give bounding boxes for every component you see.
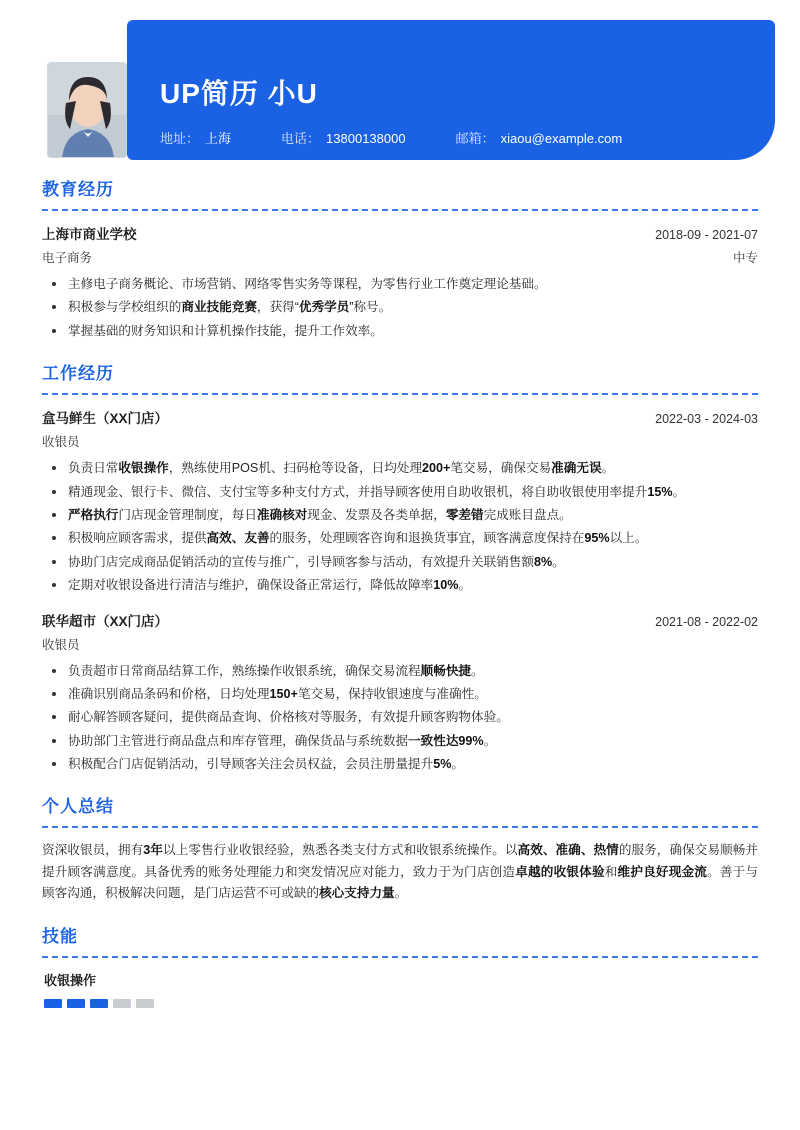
list-item: 协助门店完成商品促销活动的宣传与推广，引导顾客参与活动，有效提升关联销售额8%。 (42, 552, 758, 572)
skill-level-segment (90, 999, 108, 1008)
contact-info (160, 128, 622, 147)
section-summary (42, 792, 758, 903)
contact-address: 地址： 上海 (160, 131, 232, 146)
list-item: 积极配合门店促销活动，引导顾客关注会员权益，会员注册量提升5%。 (42, 754, 758, 774)
list-item: 积极响应顾客需求，提供高效、友善的服务，处理顾客咨询和退换货事宜，顾客满意度保持在95%以上。 (42, 528, 758, 548)
education-date: 2018-09 - 2021-07 (655, 228, 758, 242)
work-date: 2022-03 - 2024-03 (655, 412, 758, 427)
work-date: 2021-08 - 2022-02 (655, 614, 758, 629)
list-item: 准确识别商品条码和价格，日均处理150+笔交易，保持收银速度与准确性。 (42, 684, 758, 704)
list-item: 负责超市日常商品结算工作，熟练操作收银系统，确保交易流程顺畅快捷。 (42, 661, 758, 681)
section-title-education: 教育经历 (42, 180, 114, 199)
contact-phone: 电话： 13800138000 (281, 131, 406, 146)
education-school: 上海市商业学校 (42, 227, 137, 242)
list-item: 掌握基础的财务知识和计算机操作技能，提升工作效率。 (42, 321, 758, 341)
section-skills (42, 922, 758, 1008)
work-position: 收银员 (42, 435, 80, 450)
education-degree: 中专 (732, 251, 758, 265)
resume-body (0, 175, 800, 1008)
work-bullets (42, 661, 758, 775)
section-divider (42, 209, 758, 211)
skill-level-segment (113, 999, 131, 1008)
section-education (42, 175, 758, 341)
section-title-skills: 技能 (42, 926, 78, 946)
list-item: 积极参与学校组织的商业技能竞赛，获得“优秀学员”称号。 (42, 297, 758, 317)
list-item: 主修电子商务概论、市场营销、网络零售实务等课程，为零售行业工作奠定理论基础。 (42, 274, 758, 294)
list-item: 耐心解答顾客疑问，提供商品查询、价格核对等服务，有效提升顾客购物体验。 (42, 707, 758, 727)
avatar (47, 62, 127, 158)
section-divider (42, 826, 758, 828)
skill-level-segment (67, 999, 85, 1008)
education-major: 电子商务 (42, 251, 93, 265)
skill-level-segment (44, 999, 62, 1008)
list-item: 协助部门主管进行商品盘点和库存管理，确保货品与系统数据一致性达99%。 (42, 731, 758, 751)
work-bullets (42, 458, 758, 595)
summary-text: 资深收银员，拥有3年以上零售行业收银经验，熟悉各类支付方式和收银系统操作。以高效、准确、热情的服务，确保交易顺畅并提升顾客满意度。具备优秀的账务处理能力和突发情况应对能力，致力于为门店创造卓越的收银体验和维护良好现金流。善于与顾客沟通，积极解决问题，是门店运营不可或缺的核心支持力量。 (42, 843, 759, 900)
skill-label: 收银操作 (44, 972, 97, 988)
work-position: 收银员 (42, 637, 80, 652)
education-entry (42, 223, 758, 341)
section-title-work: 工作经历 (42, 364, 114, 384)
page-title: UP简历 小U (160, 78, 318, 109)
education-bullets (42, 274, 758, 341)
list-item: 严格执行门店现金管理制度，每日准确核对现金、发票及各类单据，零差错完成账目盘点。 (42, 505, 758, 525)
work-company: 联华超市（XX门店） (42, 613, 169, 629)
section-divider (42, 956, 758, 958)
section-title-summary: 个人总结 (42, 797, 114, 817)
work-entry (42, 407, 758, 595)
list-item: 定期对收银设备进行清洁与维护，确保设备正常运行，降低故障率10%。 (42, 575, 758, 595)
skill-level-segment (136, 999, 154, 1008)
list-item: 精通现金、银行卡、微信、支付宝等多种支付方式，并指导顾客使用自助收银机，将自助收银使用率提升15%。 (42, 482, 758, 502)
section-work-experience (42, 359, 758, 774)
contact-email: 邮箱： xiaou@example.com (455, 131, 623, 146)
work-entry (42, 610, 758, 775)
skill-level-meter (42, 999, 758, 1008)
section-divider (42, 393, 758, 395)
work-company: 盒马鲜生（XX门店） (42, 411, 169, 427)
list-item: 负责日常收银操作，熟练使用POS机、扫码枪等设备，日均处理200+笔交易，确保交易准确无误。 (42, 458, 758, 478)
resume-header (0, 0, 800, 175)
